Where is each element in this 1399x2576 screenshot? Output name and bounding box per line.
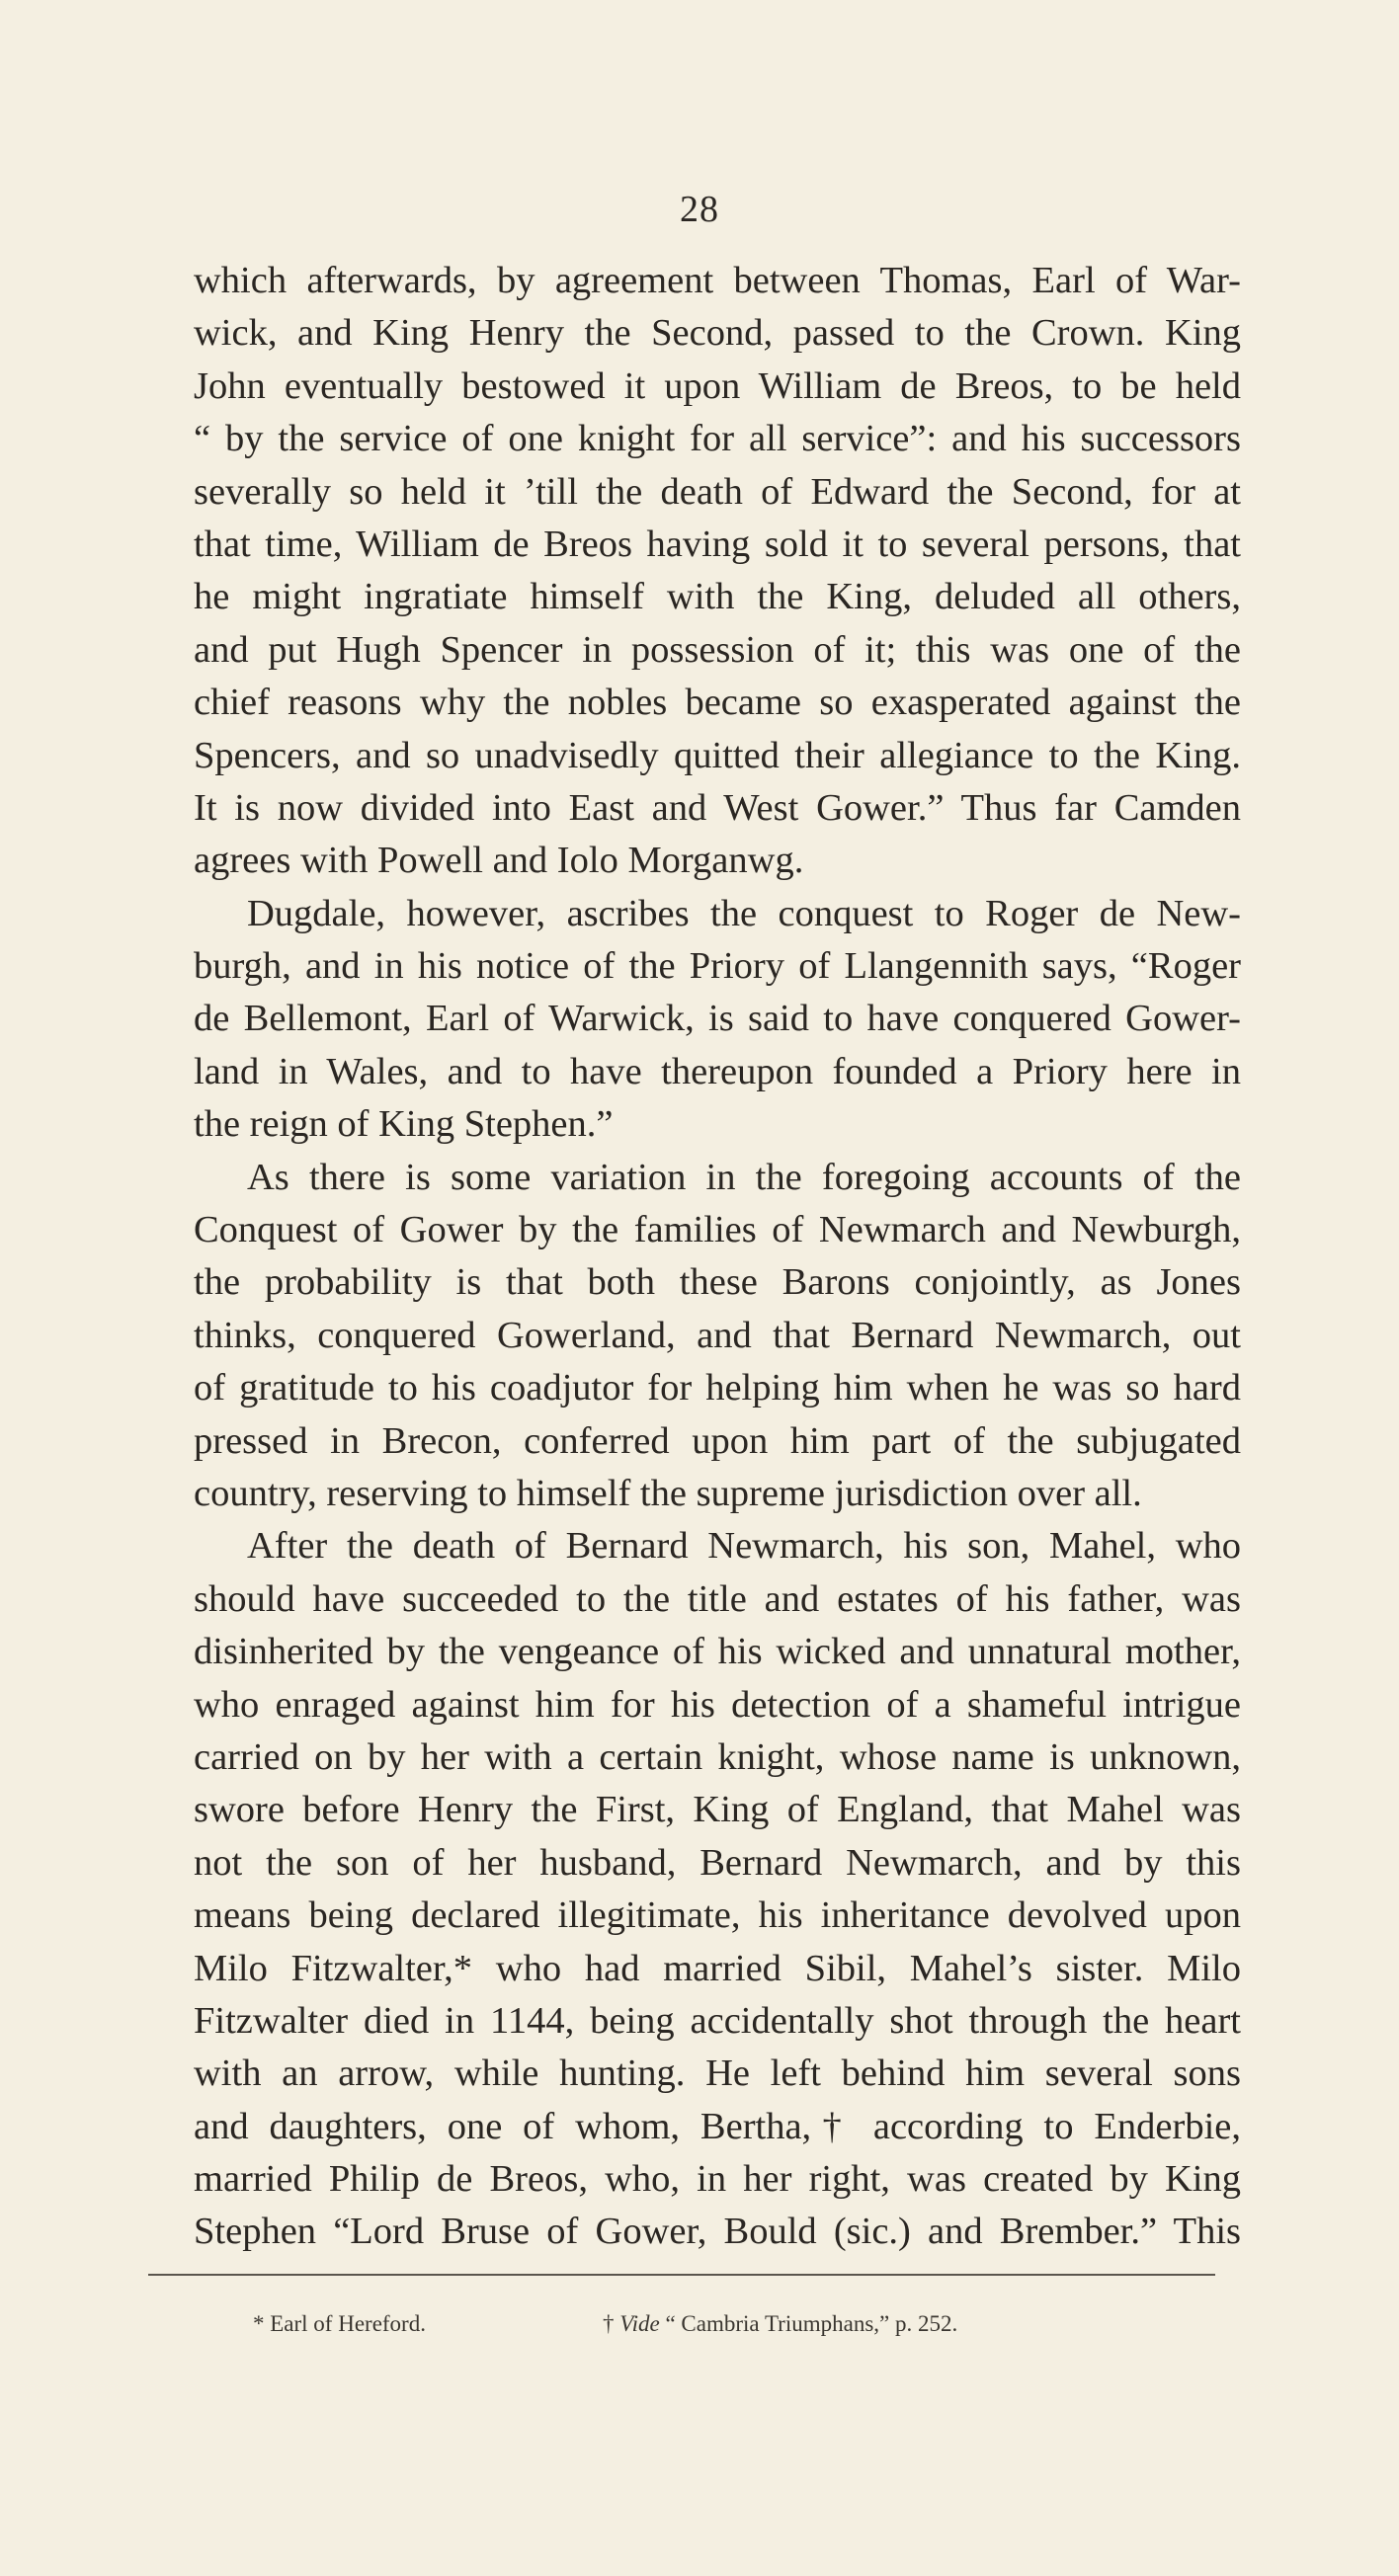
text-line: “ by the service of one knight for all service”: and his successors: [194, 418, 1241, 460]
text-line: the probability is that both these Barons conjointly, as Jones: [194, 1261, 1241, 1304]
text-line: country, reserving to himself the supreme jurisdiction over all.: [194, 1472, 1142, 1514]
text-line: Fitzwalter died in 1144, being accidentally shot through the heart: [194, 1999, 1241, 2042]
text-line: swore before Henry the First, King of England, that Mahel was: [194, 1789, 1241, 1831]
text-line: agrees with Powell and Iolo Morganwg.: [194, 840, 804, 882]
footnote-vide: Vide: [619, 2311, 660, 2336]
text-line: disinherited by the vengeance of his wicked and unnatural mother,: [194, 1631, 1241, 1673]
text-line: John eventually bestowed it upon William de Breos, to be held: [194, 364, 1241, 407]
text-line: carried on by her with a certain knight, whose name is unknown,: [194, 1735, 1241, 1778]
body-text: [194, 255, 1241, 2259]
text-line: should have succeeded to the title and estates of his father, was: [194, 1577, 1241, 1620]
text-line: Milo Fitzwalter,* who had married Sibil, Mahel’s sister. Milo: [194, 1947, 1241, 1989]
text-line: and put Hugh Spencer in possession of it; this was one of the: [194, 628, 1241, 671]
text-line: burgh, and in his notice of the Priory of Llangennith says, “Roger: [194, 945, 1241, 988]
text-line: and daughters, one of whom, Bertha,† according to Enderbie,: [194, 2105, 1241, 2147]
text-line: It is now divided into East and West Gower.” Thus far Camden: [194, 786, 1241, 829]
footnote-dagger: †: [603, 2311, 615, 2336]
text-line: Conquest of Gower by the families of Newmarch and Newburgh,: [194, 1209, 1241, 1251]
text-line: chief reasons why the nobles became so exasperated against the: [194, 682, 1241, 724]
text-line: As there is some variation in the foregoing accounts of the: [247, 1156, 1241, 1198]
text-line: Dugdale, however, ascribes the conquest to Roger de New-: [247, 892, 1241, 934]
text-line: Spencers, and so unadvisedly quitted their allegiance to the King.: [194, 734, 1241, 776]
text-line: thinks, conquered Gowerland, and that Bernard Newmarch, out: [194, 1314, 1241, 1356]
text-line: means being declared illegitimate, his inheritance devolved upon: [194, 1894, 1241, 1937]
text-line: with an arrow, while hunting. He left behind him several sons: [194, 2053, 1241, 2095]
page-number: 28: [680, 189, 719, 230]
text-line: de Bellemont, Earl of Warwick, is said to have conquered Gower-: [194, 998, 1241, 1040]
text-line: wick, and King Henry the Second, passed to the Crown. King: [194, 312, 1241, 355]
text-line: not the son of her husband, Bernard Newmarch, and by this: [194, 1841, 1241, 1884]
text-line: married Philip de Breos, who, in her right, was created by King: [194, 2158, 1241, 2201]
text-line: pressed in Brecon, conferred upon him part of the subjugated: [194, 1419, 1241, 1462]
text-line: that time, William de Breos having sold it to several persons, that: [194, 523, 1241, 565]
text-line: the reign of King Stephen.”: [194, 1103, 614, 1146]
footnote-reference: “ Cambria Triumphans,” p. 252.: [665, 2311, 958, 2336]
text-line: Stephen “Lord Bruse of Gower, Bould (sic.) and Brember.” This: [194, 2211, 1241, 2253]
footnote-cambria-triumphans: [603, 2311, 957, 2337]
text-line: land in Wales, and to have thereupon founded a Priory here in: [194, 1050, 1241, 1092]
footnote-earl-of-hereford: * Earl of Hereford.: [253, 2311, 426, 2336]
text-line: he might ingratiate himself with the King, deluded all others,: [194, 576, 1241, 618]
text-line: of gratitude to his coadjutor for helping him when he was so hard: [194, 1367, 1241, 1409]
text-line: After the death of Bernard Newmarch, his son, Mahel, who: [247, 1525, 1241, 1568]
text-line: severally so held it ’till the death of Edward the Second, for at: [194, 470, 1241, 513]
text-line: which afterwards, by agreement between Thomas, Earl of War-: [194, 260, 1241, 301]
text-line: who enraged against him for his detection of a shameful intrigue: [194, 1683, 1241, 1726]
footnote-divider: [148, 2274, 1215, 2276]
